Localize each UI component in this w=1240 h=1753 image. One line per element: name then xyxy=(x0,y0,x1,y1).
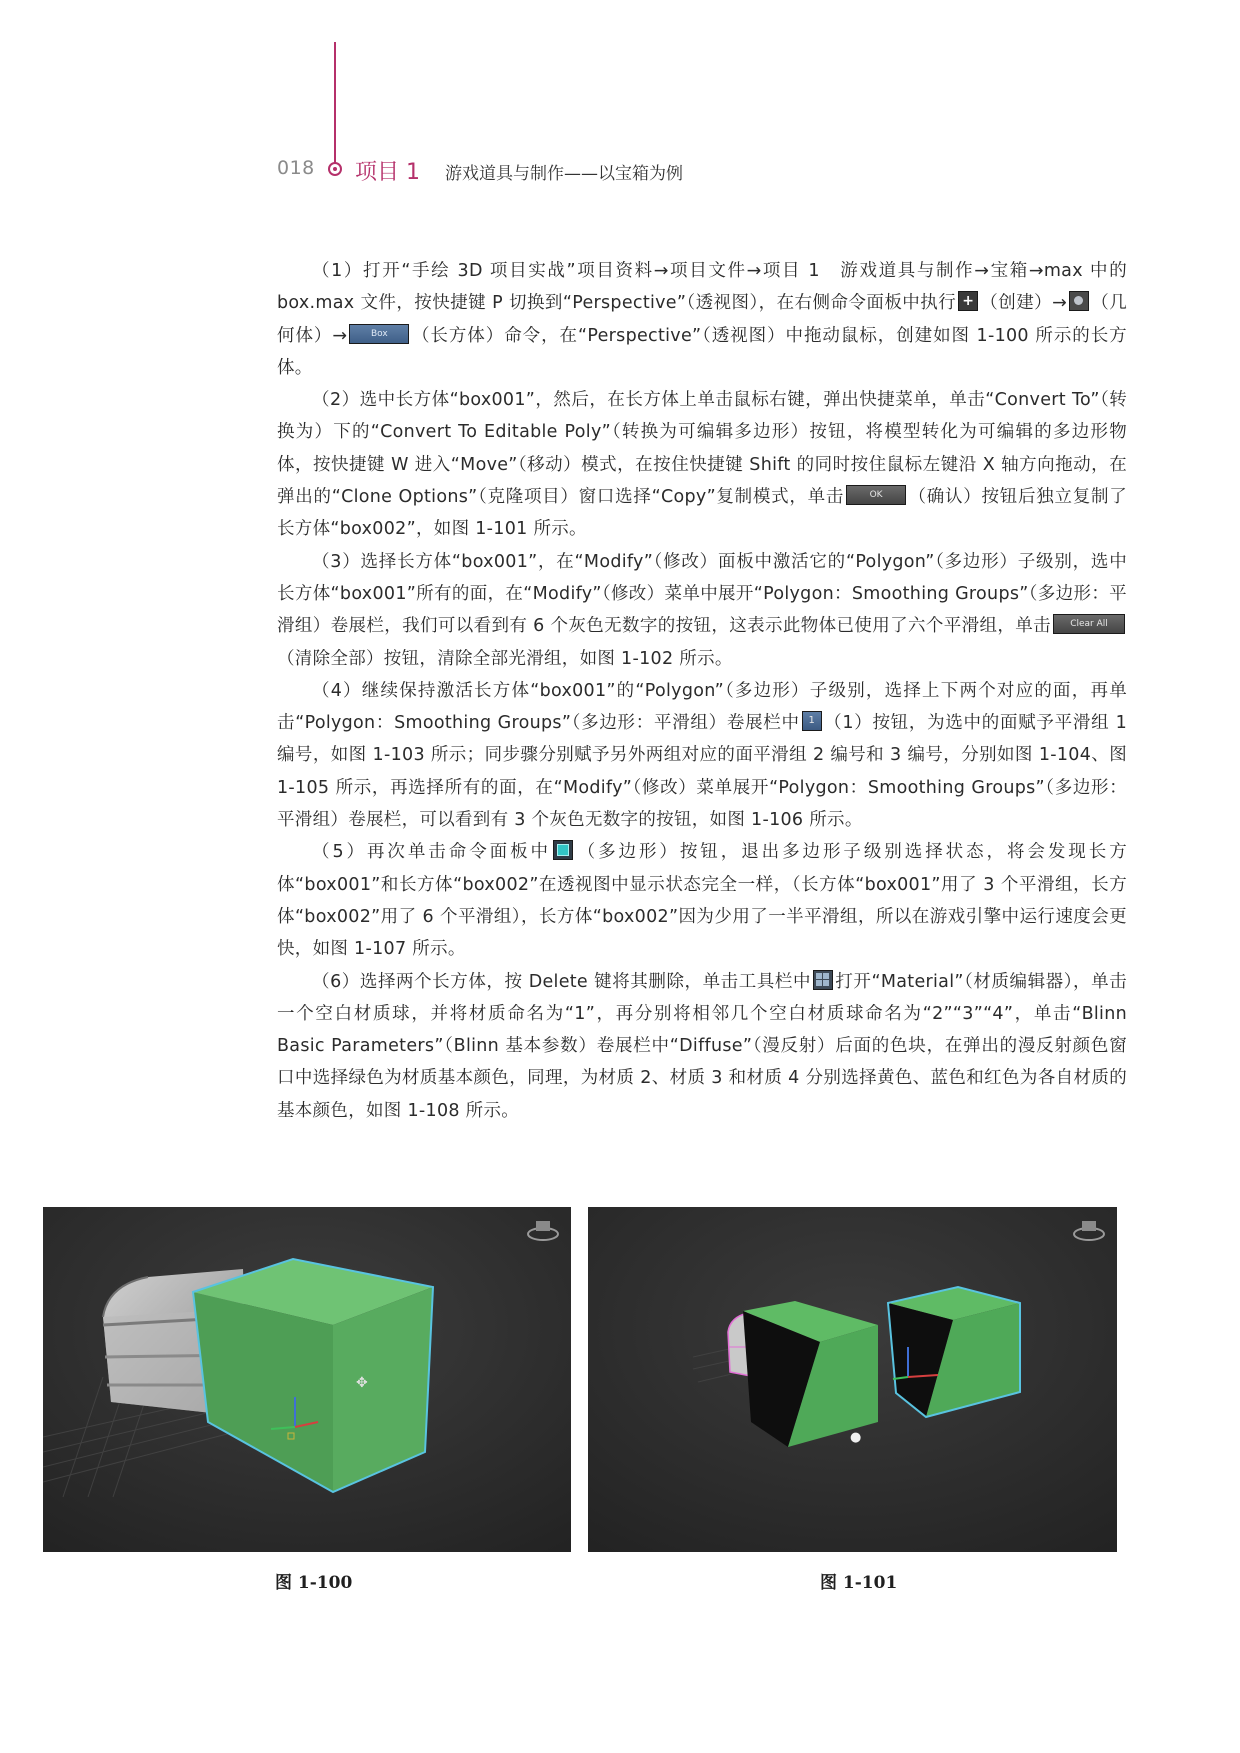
header-bullet-icon xyxy=(328,162,342,176)
figure-1-100-render xyxy=(43,1207,571,1552)
paragraph-1: （1）打开“手绘 3D 项目实战”项目资料→项目文件→项目 1 游戏道具与制作→宝箱→max 中的 box.max 文件，按快捷键 P 切换到“Perspective”（透视图），在右侧命令面板中执行 + （创建）→ （几何体）→ Box （长方体）命令，在“Perspective”（透视图）中拖动鼠标，创建如图 1-100 所示的长方体。 xyxy=(277,261,1128,378)
material-editor-icon xyxy=(813,970,833,990)
body-text xyxy=(277,255,1127,1127)
figure-1-101-render xyxy=(588,1207,1117,1552)
create-plus-icon: + xyxy=(958,291,978,311)
cursor-hand-icon: ● xyxy=(850,1430,862,1445)
clear-all-button-image: Clear All xyxy=(1053,614,1125,634)
figure-1-101-caption: 图 1-101 xyxy=(820,1573,898,1593)
figure-1-101-viewport xyxy=(588,1207,1117,1552)
paragraph-6: （6）选择两个长方体，按 Delete 键将其删除，单击工具栏中 打开“Material”（材质编辑器），单击一个空白材质球，并将材质命名为“1”，再分别将相邻几个空白材质球命名为“2”“3”“4”，单击“Blinn Basic Parameters”（Blinn 基本参数）卷展栏中“Diffuse”（漫反射）后面的色块，在弹出的漫反射颜色窗口中选择绿色为材质基本颜色，同理，为材质 2、材质 3 和材质 4 分别选择黄色、蓝色和红色为各自材质的基本颜色，如图 1-108 所示。 xyxy=(277,971,1128,1121)
ok-button-image: OK xyxy=(846,485,906,505)
green-box-001-model xyxy=(743,1301,878,1447)
figure-1-100-caption: 图 1-100 xyxy=(275,1573,353,1593)
paragraph-4: （4）继续保持激活长方体“box001”的“Polygon”（多边形）子级别，选择上下两个对应的面，再单击“Polygon：Smoothing Groups”（多边形：平滑组）卷展栏中 1 （1）按钮，为选中的面赋予平滑组 1 编号，如图 1-103 所示；同步骤分别赋予另外两组对应的面平滑组 2 编号和 3 编号，分别如图 1-104、图 1-105 所示，再选择所有的面，在“Modify”（修改）菜单展开“Polygon：Smoothing Groups”（多边形：平滑组）卷展栏，可以看到有 3 个灰色无数字的按钮，如图 1-106 所示。 xyxy=(277,680,1128,831)
chapter-title: 游戏道具与制作——以宝箱为例 xyxy=(445,164,683,184)
paragraph-2: （2）选中长方体“box001”，然后，在长方体上单击鼠标右键，弹出快捷菜单，单击“Convert To”（转换为）下的“Convert To Editable Poly”（转换为可编辑多边形）按钮，将模型转化为可编辑的多边形物体，按快捷键 W 进入“Move”（移动）模式，在按住快捷键 Shift 的同时按住鼠标左键沿 X 轴方向拖动，在弹出的“Clone Options”（克隆项目）窗口选择“Copy”复制模式，单击 OK （确认）按钮后独立复制了长方体“box002”，如图 1-101 所示。 xyxy=(277,390,1127,540)
smoothing-group-1-button-image: 1 xyxy=(802,711,822,731)
paragraph-3: （3）选择长方体“box001”，在“Modify”（修改）面板中激活它的“Polygon”（多边形）子级别，选中长方体“box001”所有的面，在“Modify”（修改）菜单中展开“Polygon：Smoothing Groups”（多边形：平滑组）卷展栏，我们可以看到有 6 个灰色无数字的按钮，这表示此物体已使用了六个平滑组，单击 Clear All（清除全部）按钮，清除全部光滑组，如图 1-102 所示。 xyxy=(277,551,1127,669)
box-button-image: Box xyxy=(349,324,409,344)
figure-1-100-viewport xyxy=(43,1207,571,1552)
paragraph-5: （5）再次单击命令面板中 （多边形）按钮，退出多边形子级别选择状态，将会发现长方体“box001”和长方体“box002”在透视图中显示状态完全一样，（长方体“box001”用了 3 个平滑组，长方体“box002”用了 6 个平滑组），长方体“box002”因为少用了一半平滑组，所以在游戏引擎中运行速度会更快，如图 1-107 所示。 xyxy=(277,842,1127,960)
geometry-sphere-icon xyxy=(1069,291,1089,311)
page-number: 018 xyxy=(277,157,315,179)
header-rule xyxy=(334,42,336,164)
project-label: 项目 1 xyxy=(355,160,420,185)
cursor-crosshair-icon: ✥ xyxy=(356,1375,368,1391)
polygon-icon xyxy=(553,840,573,860)
